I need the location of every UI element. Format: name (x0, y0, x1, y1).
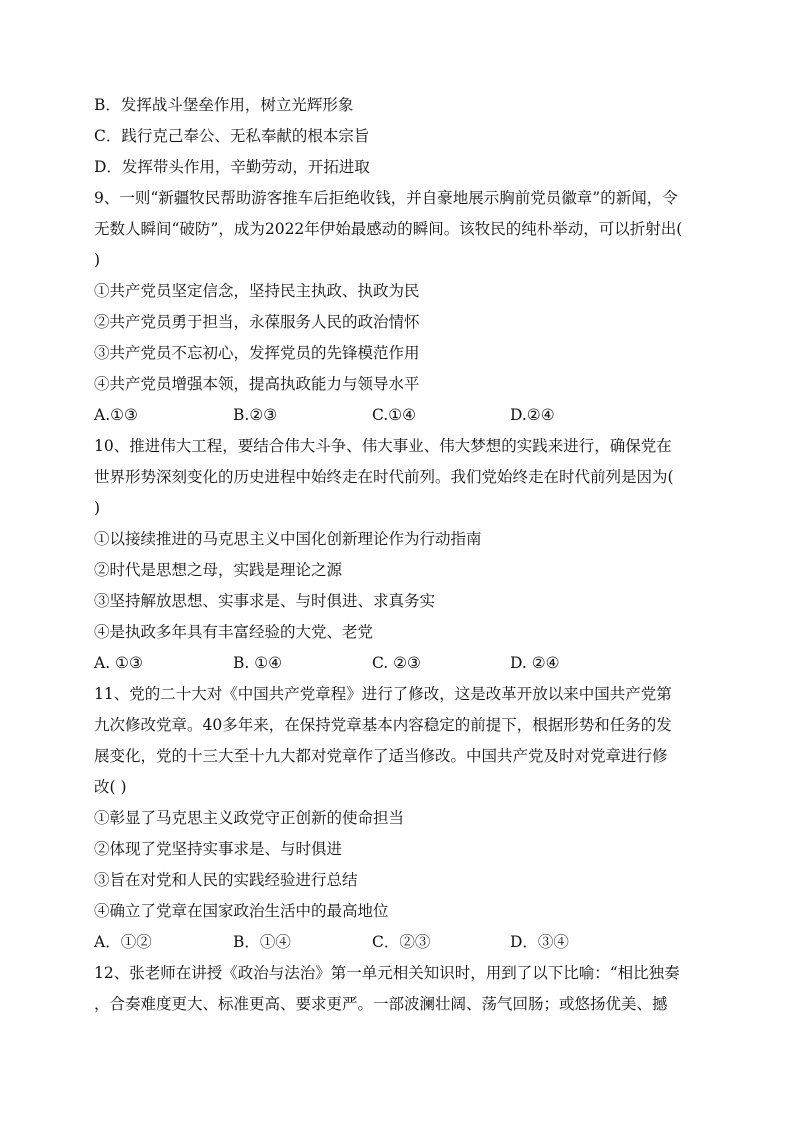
q9-statement-4: ④共产党员增强本领，提高执政能力与领导水平 (94, 375, 420, 393)
q12-stem-line-2: ，合奏难度更大、标准更高、要求更严。一部波澜壮阔、荡气回肠；或悠扬优美、撼 (94, 995, 668, 1013)
q9-option-d: D.②④ (510, 406, 555, 424)
q10-statement-4: ④是执政多年具有丰富经验的大党、老党 (94, 623, 374, 641)
q10-statement-1: ①以接续推进的马克思主义中国化创新理论作为行动指南 (94, 530, 482, 548)
q10-option-b: B. ①④ (233, 654, 283, 672)
q10-option-c: C. ②③ (372, 654, 421, 672)
q10-statement-3: ③坚持解放思想、实事求是、与时俱进、求真务实 (94, 592, 436, 610)
q10-option-a: A. ①③ (94, 654, 143, 672)
q9-option-a: A.①③ (94, 406, 138, 424)
q9-stem-line-3: ) (94, 251, 101, 269)
q9-option-b: B.②③ (233, 406, 278, 424)
q8-option-b: B．发挥战斗堡垒作用，树立光辉形象 (94, 96, 354, 114)
q11-statement-3: ③旨在对党和人民的实践经验进行总结 (94, 871, 358, 889)
q9-stem-line-1: 9、一则“新疆牧民帮助游客推车后拒绝收钱，并自豪地展示胸前党员徽章”的新闻，令 (94, 189, 678, 207)
q10-statement-2: ②时代是思想之母，实践是理论之源 (94, 561, 343, 579)
q9-statement-3: ③共产党员不忘初心，发挥党员的先锋模范作用 (94, 344, 420, 362)
q9-statement-2: ②共产党员勇于担当，永葆服务人民的政治情怀 (94, 313, 420, 331)
q10-stem-line-2: 世界形势深刻变化的历史进程中始终走在时代前列。我们党始终走在时代前列是因为( (94, 468, 674, 486)
q12-stem-line-1: 12、张老师在讲授《政治与法治》第一单元相关知识时，用到了以下比喻：“相比独奏 (94, 964, 680, 982)
q11-statement-2: ②体现了党坚持实事求是、与时俱进 (94, 840, 343, 858)
q11-option-c: C．②③ (372, 933, 431, 951)
q11-option-b: B．①④ (233, 933, 291, 951)
q9-option-c: C.①④ (372, 406, 417, 424)
q10-stem-line-3: ) (94, 499, 101, 517)
q8-option-d: D．发挥带头作用，辛勤劳动，开拓进取 (94, 158, 370, 176)
q11-statement-1: ①彰显了马克思主义政党守正创新的使命担当 (94, 809, 405, 827)
q9-statement-1: ①共产党员坚定信念，坚持民主执政、执政为民 (94, 282, 420, 300)
q11-option-a: A．①② (94, 933, 152, 951)
q10-option-d: D. ②④ (510, 654, 560, 672)
q11-option-d: D．③④ (510, 933, 569, 951)
q11-stem-line-2: 九次修改党章。40多年来，在保持党章基本内容稳定的前提下，根据形势和任务的发 (94, 716, 672, 734)
q11-statement-4: ④确立了党章在国家政治生活中的最高地位 (94, 902, 389, 920)
q11-stem-line-3: 展变化，党的十三大至十九大都对党章作了适当修改。中国共产党及时对党章进行修 (94, 747, 668, 765)
q10-stem-line-1: 10、推进伟大工程，要结合伟大斗争、伟大事业、伟大梦想的实践来进行，确保党在 (94, 437, 672, 455)
q9-stem-line-2: 无数人瞬间“破防”，成为2022年伊始最感动的瞬间。该牧民的纯朴举动，可以折射出( (94, 220, 683, 238)
q11-stem-line-1: 11、党的二十大对《中国共产党章程》进行了修改，这是改革开放以来中国共产党第 (94, 685, 672, 703)
q8-option-c: C．践行克己奉公、无私奉献的根本宗旨 (94, 127, 370, 145)
q11-stem-line-4: 改( ) (94, 778, 127, 796)
